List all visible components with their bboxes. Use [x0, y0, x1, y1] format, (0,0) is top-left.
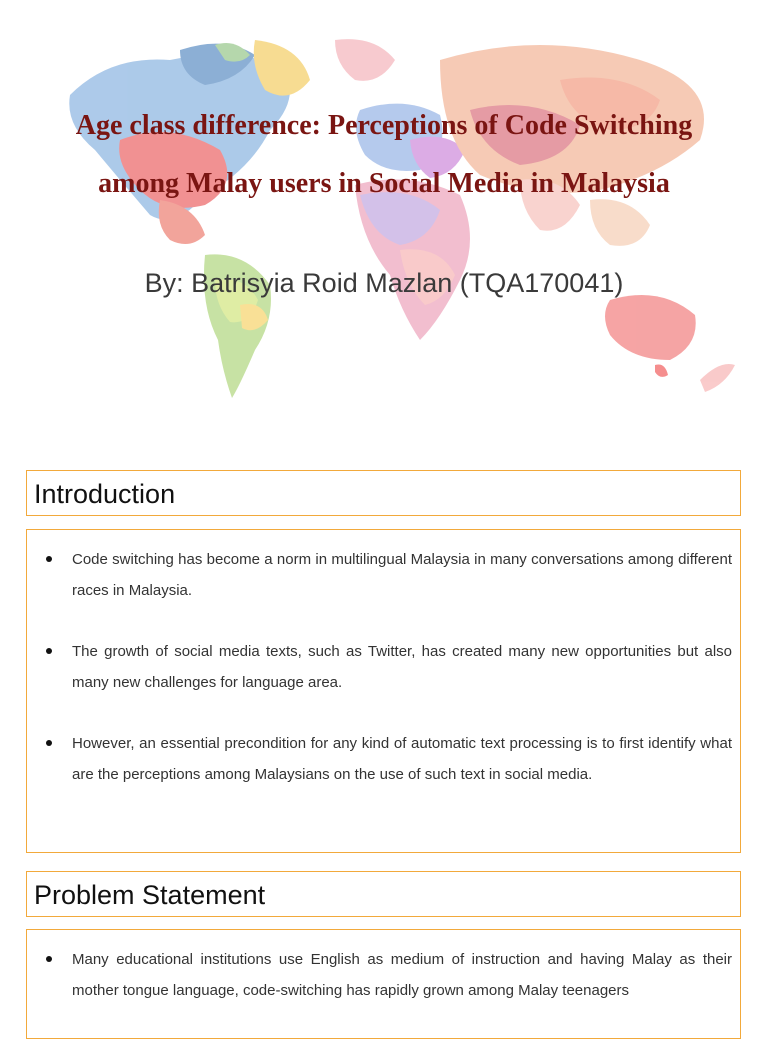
bullet-text: However, an essential precondition for any kind of automatic text processing is to first identify what are the perceptions among Malaysians on the use of such text in social media. — [72, 735, 732, 783]
bullet-text: The growth of social media texts, such as Twitter, has created many new opportunities but also many new challenges for language area. — [72, 643, 732, 691]
bullet-icon — [46, 740, 52, 746]
problem-statement-heading: Problem Statement — [34, 880, 266, 910]
problem-statement-heading-box — [26, 871, 741, 917]
bullet-text: Many educational institutions use English as medium of instruction and having Malay as their mother tongue language, code-switching has rapidly grown among Malay teenagers — [72, 951, 732, 999]
bullet-icon — [46, 556, 52, 562]
list-item — [27, 544, 740, 606]
list-item — [27, 728, 740, 790]
introduction-content-box — [26, 529, 741, 853]
bullet-icon — [46, 956, 52, 962]
problem-statement-content-box — [26, 929, 741, 1039]
list-item — [27, 944, 740, 1006]
bullet-icon — [46, 648, 52, 654]
introduction-heading-box — [26, 470, 741, 516]
author-byline: By: Batrisyia Roid Mazlan (TQA170041) — [144, 268, 624, 298]
bullet-text: Code switching has become a norm in multilingual Malaysia in many conversations among different races in Malaysia. — [72, 551, 732, 599]
page-title: Age class difference: Perceptions of Code Switching among Malay users in Social Media in Malaysia — [75, 110, 693, 199]
introduction-heading: Introduction — [34, 479, 176, 509]
list-item — [27, 636, 740, 698]
world-map-banner — [0, 0, 768, 420]
